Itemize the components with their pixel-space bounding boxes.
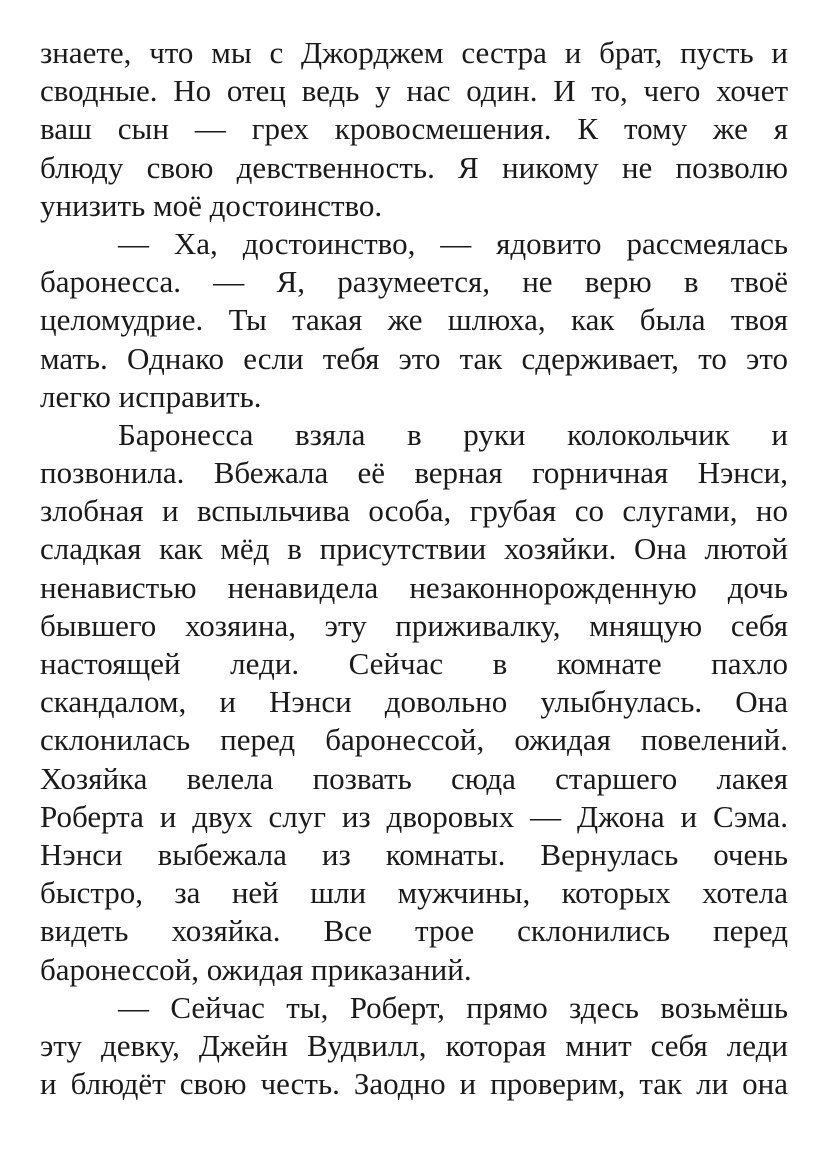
- text-line: и блюдёт свою честь. Заодно и проверим, так ли она: [40, 1066, 788, 1102]
- text-line: баронесса. — Я, разумеется, не верю в твоё: [40, 264, 788, 300]
- text-line: быстро, за ней шли мужчины, которых хотела: [40, 875, 788, 911]
- text-line: склонилась перед баронессой, ожидая повелений.: [40, 722, 788, 758]
- text-line: блюду свою девственность. Я никому не позволю: [40, 149, 788, 185]
- text-line: легко исправить.: [40, 378, 262, 414]
- text-line: Хозяйка велела позвать сюда старшего лакея: [40, 760, 788, 796]
- text-line: ваш сын — грех кровосмешения. К тому же я: [40, 111, 788, 147]
- text-line: целомудрие. Ты такая же шлюха, как была твоя: [40, 302, 788, 338]
- text-line: Баронесса взяла в руки колокольчик и: [118, 416, 788, 452]
- text-line: настоящей леди. Сейчас в комнате пахло: [40, 646, 788, 681]
- text-line: бывшего хозяина, эту приживалку, мнящую себя: [40, 607, 788, 643]
- text-line: злобная и вспыльчива особа, грубая со слугами, но: [40, 493, 788, 529]
- text-line: знаете, что мы с Джорджем сестра и брат, пусть и: [40, 35, 788, 70]
- text-line: Нэнси выбежала из комнаты. Вернулась очень: [40, 836, 788, 872]
- text-line: сладкая как мёд в присутствии хозяйки. Она лютой: [40, 531, 788, 567]
- text-line: скандалом, и Нэнси довольно улыбнулась. Она: [40, 684, 788, 720]
- text-line: мать. Однако если тебя это так сдерживает, то это: [40, 340, 788, 376]
- text-line: баронессой, ожидая приказаний.: [40, 951, 472, 987]
- text-line: Роберта и двух слуг из дворовых — Джона и Сэма.: [40, 798, 788, 834]
- text-line: видеть хозяйка. Все трое склонились перед: [40, 913, 788, 949]
- text-line: — Ха, достоинство, — ядовито рассмеялась: [118, 225, 788, 261]
- text-line: сводные. Но отец ведь у нас один. И то, чего хочет: [40, 73, 788, 109]
- text-line: позвонила. Вбежала её верная горничная Нэнси,: [40, 455, 788, 491]
- document-page: [40, 34, 788, 1103]
- text-line: ненавистью ненавидела незаконнорожденную дочь: [40, 569, 788, 605]
- text-line: эту девку, Джейн Вудвилл, которая мнит себя леди: [40, 1027, 788, 1063]
- text-line: — Сейчас ты, Роберт, прямо здесь возьмёшь: [118, 989, 788, 1025]
- text-line: унизить моё достоинство.: [40, 187, 383, 223]
